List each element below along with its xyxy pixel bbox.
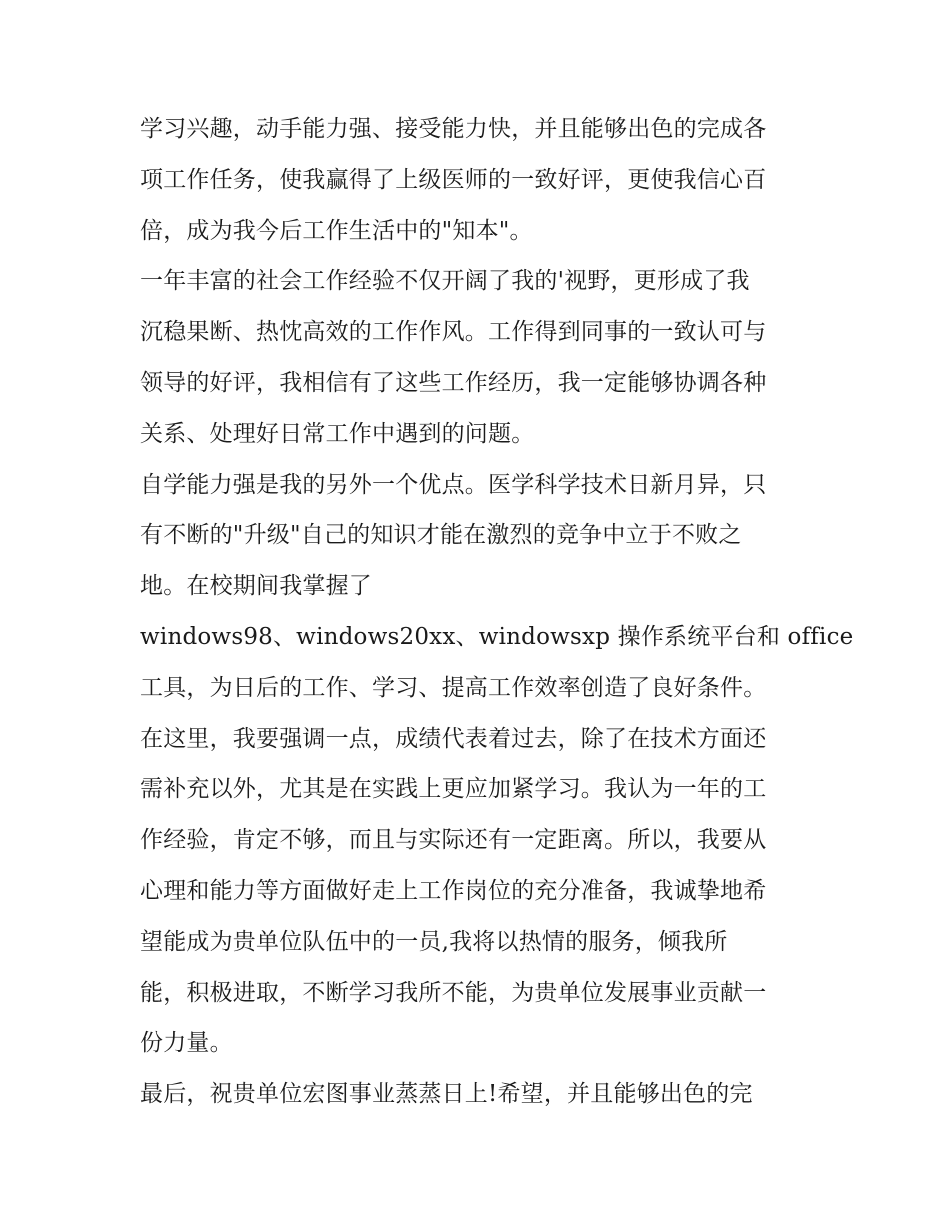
text-line: 一年丰富的社会工作经验不仅开阔了我的'视野，更形成了我 <box>140 268 750 295</box>
document-body <box>140 104 854 1120</box>
text-line: 份力量。 <box>140 1030 233 1057</box>
text-line: 自学能力强是我的另外一个优点。医学科学技术日新月异，只 <box>140 471 767 498</box>
text-line: 需补充以外，尤其是在实践上更应加紧学习。我认为一年的工 <box>140 776 767 803</box>
text-line: 心理和能力等方面做好走上工作岗位的充分准备，我诚挚地希 <box>140 877 767 904</box>
text-line: 项工作任务，使我赢得了上级医师的一致好评，更使我信心百 <box>140 166 767 193</box>
text-line: 在这里，我要强调一点，成绩代表着过去，除了在技术方面还 <box>140 725 767 752</box>
text-line: 倍，成为我今后工作生活中的"知本"。 <box>140 217 533 244</box>
text-line: 望能成为贵单位队伍中的一员,我将以热情的服务，倾我所 <box>140 928 728 955</box>
text-line: 能，积极进取，不断学习我所不能，为贵单位发展事业贡献一 <box>140 979 767 1006</box>
text-line: 学习兴趣，动手能力强、接受能力快，并且能够出色的完成各 <box>140 116 767 142</box>
text-line: 有不断的"升级"自己的知识才能在激烈的竞争中立于不败之 <box>140 522 742 549</box>
text-line: 沉稳果断、热忱高效的工作作风。工作得到同事的一致认可与 <box>140 319 767 346</box>
text-line: windows98、windows20xx、windowsxp 操作系统平台和 office <box>140 623 854 650</box>
text-line: 领导的好评，我相信有了这些工作经历，我一定能够协调各种 <box>140 369 767 396</box>
text-line: 作经验，肯定不够，而且与实际还有一定距离。所以，我要从 <box>140 827 767 854</box>
text-line: 地。在校期间我掌握了 <box>140 573 372 600</box>
text-line: 关系、处理好日常工作中遇到的问题。 <box>140 420 535 447</box>
text-line: 工具，为日后的工作、学习、提高工作效率创造了良好条件。 <box>140 674 767 701</box>
text-line: 最后，祝贵单位宏图事业蒸蒸日上!希望，并且能够出色的完 <box>140 1081 753 1108</box>
